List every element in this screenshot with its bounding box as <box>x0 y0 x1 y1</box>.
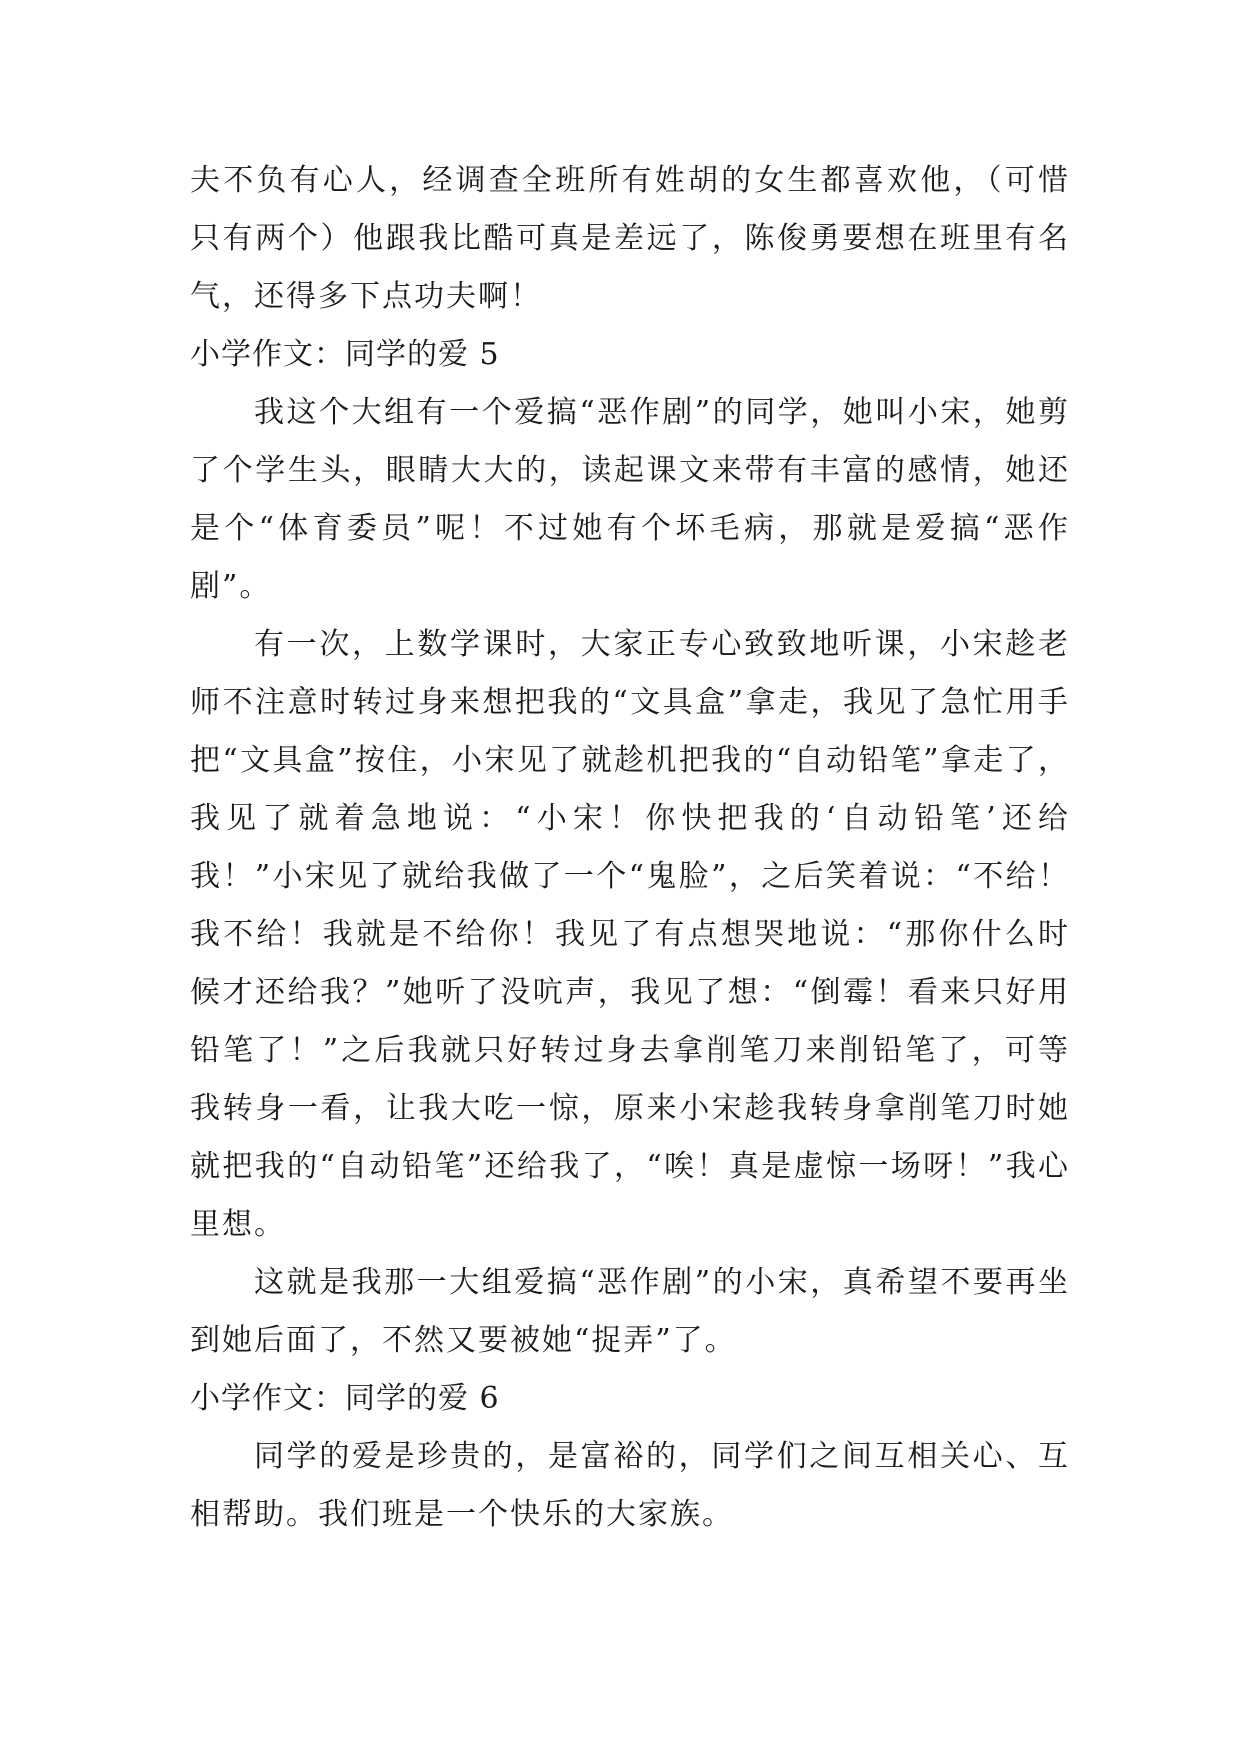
paragraph-intro-6: 同学的爱是珍贵的，是富裕的，同学们之间互相关心、互相帮助。我们班是一个快乐的大家族。 <box>190 1439 1070 1532</box>
essay-heading-5: 小学作文：同学的爱 5 <box>190 337 500 372</box>
paragraph-math-class-story: 有一次，上数学课时，大家正专心致致地听课，小宋趁老师不注意时转过身来想把我的“文具盒”拿走，我见了急忙用手把“文具盒”按住，小宋见了就趁机把我的“自动铅笔”拿走了，我见了就着急地说：“小宋！你快把我的‘自动铅笔’还给我！”小宋见了就给我做了一个“鬼脸”，之后笑着说：“不给！我不给！我就是不给你！我见了有点想哭地说：“那你什么时候才还给我？”她听了没吭声，我见了想：“倒霉！看来只好用铅笔了！”之后我就只好转过身去拿削笔刀来削铅笔了，可等我转身一看，让我大吃一惊，原来小宋趁我转身拿削笔刀时她就把我的“自动铅笔”还给我了，“唉！真是虚惊一场呀！”我心里想。 <box>190 627 1070 1242</box>
document-body <box>190 152 1070 1544</box>
paragraph-intro-xiaosong: 我这个大组有一个爱搞“恶作剧”的同学，她叫小宋，她剪了个学生头，眼睛大大的，读起课文来带有丰富的感情，她还是个“体育委员”呢！不过她有个坏毛病，那就是爱搞“恶作剧”。 <box>190 395 1070 604</box>
paragraph-conclusion-5: 这就是我那一大组爱搞“恶作剧”的小宋，真希望不要再坐到她后面了，不然又要被她“捉弄”了。 <box>190 1265 1070 1358</box>
paragraph-continued: 夫不负有心人，经调查全班所有姓胡的女生都喜欢他，（可惜只有两个）他跟我比酷可真是差远了，陈俊勇要想在班里有名气，还得多下点功夫啊！ <box>190 163 1070 314</box>
essay-heading-6: 小学作文：同学的爱 6 <box>190 1381 500 1416</box>
